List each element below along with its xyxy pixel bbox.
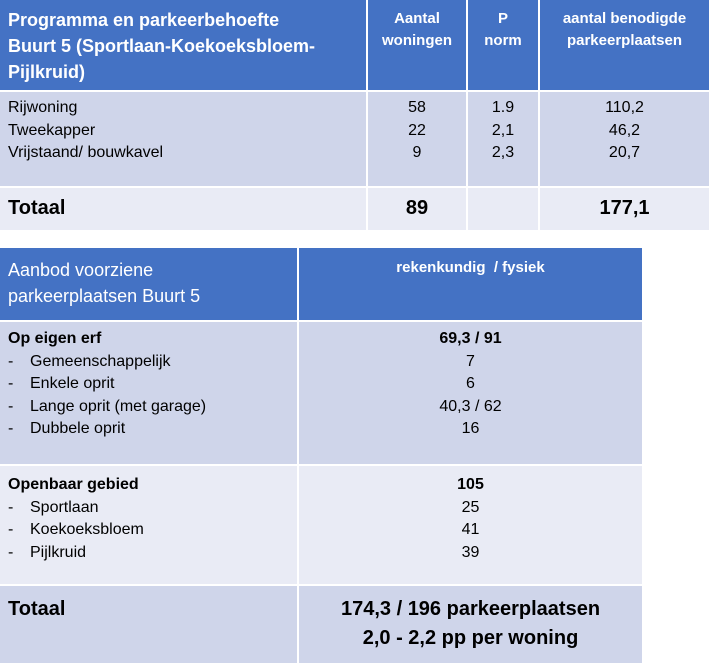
header-title-line: Pijlkruid): [8, 62, 86, 82]
section-openbaar-labels: [0, 466, 297, 584]
section-eigen-erf-labels: [0, 322, 297, 464]
table1-header-title: [0, 0, 366, 90]
list-item: [8, 519, 297, 542]
table1-header-aantal: [368, 0, 466, 90]
item-value: 40,3 / 62: [439, 397, 502, 415]
section-total: 105: [457, 476, 484, 493]
cell-value: 9: [412, 144, 422, 161]
table-row: Rijwoning: [8, 99, 78, 116]
dash-bullet: -: [8, 420, 14, 437]
item-label: Sportlaan: [30, 498, 99, 516]
item-value: 25: [461, 498, 480, 516]
item-value: 6: [466, 375, 475, 392]
section-openbaar-values: [299, 466, 642, 584]
item-label: Pijlkruid: [30, 543, 87, 561]
cell-value: 110,2: [605, 99, 644, 116]
header-label: norm: [484, 32, 522, 49]
list-item: [8, 542, 297, 565]
section-title: Openbaar gebied: [8, 476, 139, 493]
item-label: Enkele oprit: [30, 375, 115, 392]
table1-total-pnorm: [468, 188, 538, 230]
total-value: 174,3 / 196 parkeerplaatsen: [340, 598, 601, 620]
item-label: Gemeenschappelijk: [30, 352, 171, 370]
table1-header-pnorm: [468, 0, 538, 90]
cell-value: 1.9: [491, 99, 515, 116]
item-label: Lange oprit (met garage): [30, 397, 207, 415]
cell-value: 22: [408, 121, 426, 139]
dash-bullet: -: [8, 375, 14, 392]
table-row: Vrijstaand/ bouwkavel: [8, 144, 164, 161]
dash-bullet: -: [8, 498, 14, 516]
total-value: 177,1: [599, 197, 650, 219]
header-label: Aantal: [394, 10, 440, 27]
section-title: Op eigen erf: [8, 330, 102, 347]
header-label: parkeerplaatsen: [566, 32, 683, 49]
table1-aantal-cell: [368, 92, 466, 186]
table1-benodigd-cell: [540, 92, 709, 186]
section-eigen-erf-values: [299, 322, 642, 464]
item-value: 7: [466, 352, 475, 370]
list-item: [8, 418, 297, 441]
header-label: rekenkundig / fysiek: [396, 259, 545, 276]
header-label: aantal benodigde: [562, 10, 687, 27]
item-value: 39: [461, 543, 480, 561]
table1-types-cell: [0, 92, 366, 186]
header-title-line: parkeerplaatsen Buurt 5: [8, 286, 201, 306]
header-title-line: Programma en parkeerbehoefte: [8, 10, 280, 30]
list-item: [8, 497, 297, 520]
item-label: Dubbele oprit: [30, 420, 126, 437]
list-item: [8, 351, 297, 374]
dash-bullet: -: [8, 543, 14, 561]
cell-value: 20,7: [608, 144, 641, 161]
header-label: woningen: [382, 32, 452, 49]
table2-header-title: [0, 248, 297, 320]
table1-pnorm-cell: [468, 92, 538, 186]
table-row: Tweekapper: [8, 121, 96, 139]
list-item: [8, 373, 297, 396]
table2-total-value: [299, 586, 642, 663]
total-label: Totaal: [8, 197, 66, 219]
dash-bullet: -: [8, 521, 14, 538]
cell-value: 2,3: [491, 144, 515, 161]
section-total: 69,3 / 91: [439, 330, 502, 347]
dash-bullet: -: [8, 397, 14, 415]
total-value: 89: [405, 197, 429, 219]
header-title-line: Buurt 5 (Sportlaan-Koekoeksbloem-: [8, 36, 316, 56]
dash-bullet: -: [8, 352, 14, 370]
table1-header-benodigd: [540, 0, 709, 90]
total-value: 2,0 - 2,2 pp per woning: [362, 627, 579, 649]
item-value: 41: [461, 521, 480, 538]
total-label: Totaal: [8, 598, 66, 620]
cell-value: 2,1: [491, 121, 515, 139]
table2-total-label: [0, 586, 297, 663]
cell-value: 58: [408, 99, 426, 116]
cell-value: 46,2: [608, 121, 641, 139]
header-title-line: Aanbod voorziene: [8, 260, 154, 280]
table1-total-aantal: [368, 188, 466, 230]
header-label: P: [497, 10, 508, 27]
item-value: 16: [461, 420, 480, 437]
item-label: Koekoeksbloem: [30, 521, 144, 538]
table1-total-label: [0, 188, 366, 230]
table1-total-benodigd: [540, 188, 709, 230]
list-item: [8, 396, 297, 419]
table2-header-value: [299, 248, 642, 320]
